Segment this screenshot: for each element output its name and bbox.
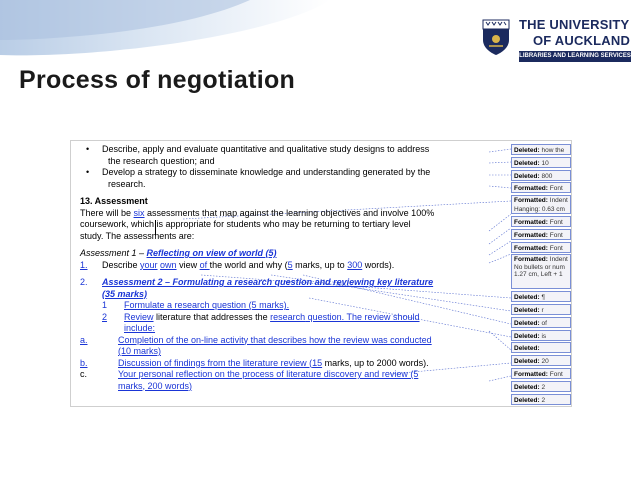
- inserted-text: of: [199, 259, 210, 270]
- balloon-label: Formatted:: [514, 218, 548, 226]
- university-logo: [481, 16, 631, 68]
- assessment-2-item-c: [80, 369, 496, 381]
- balloon-label: Formatted:: [514, 244, 548, 252]
- assessment-2-item-2-cont: include:: [124, 323, 156, 333]
- paragraph-line: [80, 208, 496, 220]
- balloon-value: is: [541, 332, 547, 340]
- balloon-label: Deleted:: [514, 358, 540, 366]
- inserted-text: Your personal reflection on the process of literature discovery and review (5: [118, 369, 419, 379]
- revision-balloon[interactable]: [511, 342, 571, 353]
- balloon-label: Formatted:: [514, 197, 548, 205]
- document-screenshot: [70, 140, 572, 407]
- inserted-text: research: [270, 311, 306, 322]
- university-crest-icon: [481, 18, 511, 56]
- revision-balloon[interactable]: [511, 368, 571, 379]
- logo-tagline: LIBRARIES AND LEARNING SERVICES: [519, 51, 631, 62]
- bullet-text: Develop a strategy to disseminate knowledge and understanding generated by the: [102, 167, 431, 177]
- balloon-label: Formatted:: [514, 256, 548, 264]
- inserted-text: Formulate a research question (5 marks).: [124, 300, 290, 310]
- list-letter: b.: [80, 357, 88, 368]
- balloon-value: Indent Hanging: 0.63 cm: [514, 197, 568, 213]
- list-letter: a.: [80, 334, 88, 345]
- revision-balloon[interactable]: [511, 182, 571, 193]
- paragraph-line: coursework, which is appropriate for students who may be returning to tertiary level: [80, 219, 411, 229]
- assessment-2-title: [80, 277, 496, 289]
- revision-balloon[interactable]: [511, 381, 571, 392]
- revision-balloon[interactable]: [511, 291, 571, 302]
- balloon-label: Formatted:: [514, 185, 548, 193]
- list-letter: c.: [80, 369, 88, 379]
- inserted-text: Assessment 2 – Formulating a research question and reviewing key literature: [102, 277, 434, 287]
- text-run: literature that addresses the: [153, 311, 271, 322]
- balloon-label: Formatted:: [514, 231, 548, 239]
- balloon-value: r: [541, 306, 544, 314]
- assessment-2-item-1: [80, 300, 496, 312]
- bullet-dot-icon: •: [86, 144, 90, 154]
- inserted-text: six: [133, 207, 145, 218]
- assessment-2-marks: (35 marks): [102, 288, 148, 299]
- list-number: 2: [102, 311, 108, 322]
- inserted-text: Review: [124, 311, 154, 322]
- revision-balloon[interactable]: [511, 317, 571, 328]
- assessment-2-item-2: [80, 312, 496, 324]
- list-number: 1: [102, 300, 108, 310]
- balloon-label: Deleted:: [514, 294, 540, 302]
- paragraph-line: study. The assessments are:: [80, 230, 195, 241]
- balloon-label: Formatted:: [514, 370, 548, 378]
- inserted-text: your: [140, 259, 158, 270]
- text-run: There will be: [80, 207, 134, 218]
- assessment-2-item-c-cont: marks, 200 words): [118, 380, 193, 391]
- assessment-1-item: [80, 260, 496, 272]
- logo-line-1: THE UNIVERSITY: [519, 17, 630, 32]
- balloon-label: Deleted:: [514, 319, 540, 327]
- balloon-value: 800: [541, 172, 553, 180]
- inserted-text: own: [160, 259, 177, 270]
- document-body: [80, 144, 496, 392]
- inserted-text: Reflecting on view of world (5): [146, 248, 277, 258]
- balloon-label: Deleted:: [514, 345, 540, 353]
- balloon-label: Deleted:: [514, 306, 540, 314]
- revision-balloon[interactable]: [511, 170, 571, 181]
- revision-balloon[interactable]: [511, 254, 571, 289]
- bullet-dot-icon: •: [86, 167, 90, 177]
- balloon-label: Deleted:: [514, 332, 540, 340]
- revision-balloon[interactable]: [511, 394, 571, 405]
- balloon-value: 2: [541, 383, 546, 391]
- balloon-value: Indent No bullets or num 1.27 cm, Left + 1: [514, 256, 568, 279]
- text-run: Describe: [102, 259, 141, 270]
- revision-balloon[interactable]: [511, 144, 571, 155]
- balloon-value: 20: [541, 358, 549, 366]
- inserted-text: question. The review should: [305, 311, 420, 322]
- revision-balloon[interactable]: [511, 304, 571, 315]
- revision-balloons: [511, 144, 571, 406]
- balloon-value: Font: [549, 231, 563, 239]
- inserted-text: Completion of the on-line activity that describes how the review was conducted: [118, 334, 432, 345]
- revision-balloon[interactable]: [511, 157, 571, 168]
- text-run: Assessment 1 –: [80, 248, 147, 258]
- text-run: marks, up to: [292, 259, 348, 270]
- page-title: Process of negotiation: [19, 66, 296, 94]
- list-number: 2.: [80, 277, 88, 287]
- revision-balloon[interactable]: [511, 355, 571, 366]
- balloon-value: Font: [549, 185, 563, 193]
- assessment-1-title: [80, 248, 496, 260]
- balloon-label: Deleted:: [514, 172, 540, 180]
- bullet-item-1-cont: the research question; and: [108, 155, 215, 166]
- revision-balloon[interactable]: [511, 195, 571, 214]
- revision-balloon[interactable]: [511, 229, 571, 240]
- logo-line-2: OF AUCKLAND: [533, 33, 631, 48]
- assessment-2-item-b: [80, 358, 496, 370]
- bullet-text: Describe, apply and evaluate quantitative and qualitative study designs to address: [102, 144, 430, 154]
- balloon-value: of: [541, 319, 547, 327]
- revision-balloon[interactable]: [511, 330, 571, 341]
- balloon-value: Font: [549, 244, 563, 252]
- inserted-text: 15: [312, 357, 323, 368]
- balloon-label: Deleted:: [514, 396, 540, 404]
- inserted-text: Discussion of findings from the literature review (: [118, 357, 313, 368]
- text-run: view: [176, 259, 200, 270]
- balloon-value: Font: [549, 370, 563, 378]
- list-number: 1.: [80, 259, 88, 270]
- balloon-value: 10: [541, 159, 549, 167]
- bullet-item-2: [80, 167, 496, 179]
- assessment-2-item-a: [80, 335, 496, 347]
- text-run: words).: [362, 259, 395, 270]
- assessment-2-item-a-cont: (10 marks): [118, 346, 162, 356]
- bullet-item-1: [80, 144, 496, 156]
- balloon-value: ¶: [541, 294, 545, 302]
- bullet-item-2-cont: research.: [108, 178, 146, 189]
- revision-balloon[interactable]: [511, 216, 571, 227]
- inserted-text: 300: [347, 259, 363, 270]
- balloon-value: how the: [541, 147, 565, 154]
- inserted-text: 5: [287, 259, 293, 270]
- section-heading: 13. Assessment: [80, 196, 148, 206]
- balloon-label: Deleted:: [514, 159, 540, 167]
- balloon-label: Deleted:: [514, 383, 540, 391]
- text-run: the world and why (: [209, 259, 288, 270]
- text-run: marks, up to 2000 words).: [322, 357, 429, 368]
- balloon-label: Deleted:: [514, 147, 540, 154]
- text-run: assessments that map against the learning objectives and involve 100%: [144, 207, 435, 218]
- balloon-value: Font: [549, 218, 563, 226]
- balloon-value: 2: [541, 396, 546, 404]
- revision-balloon[interactable]: [511, 242, 571, 253]
